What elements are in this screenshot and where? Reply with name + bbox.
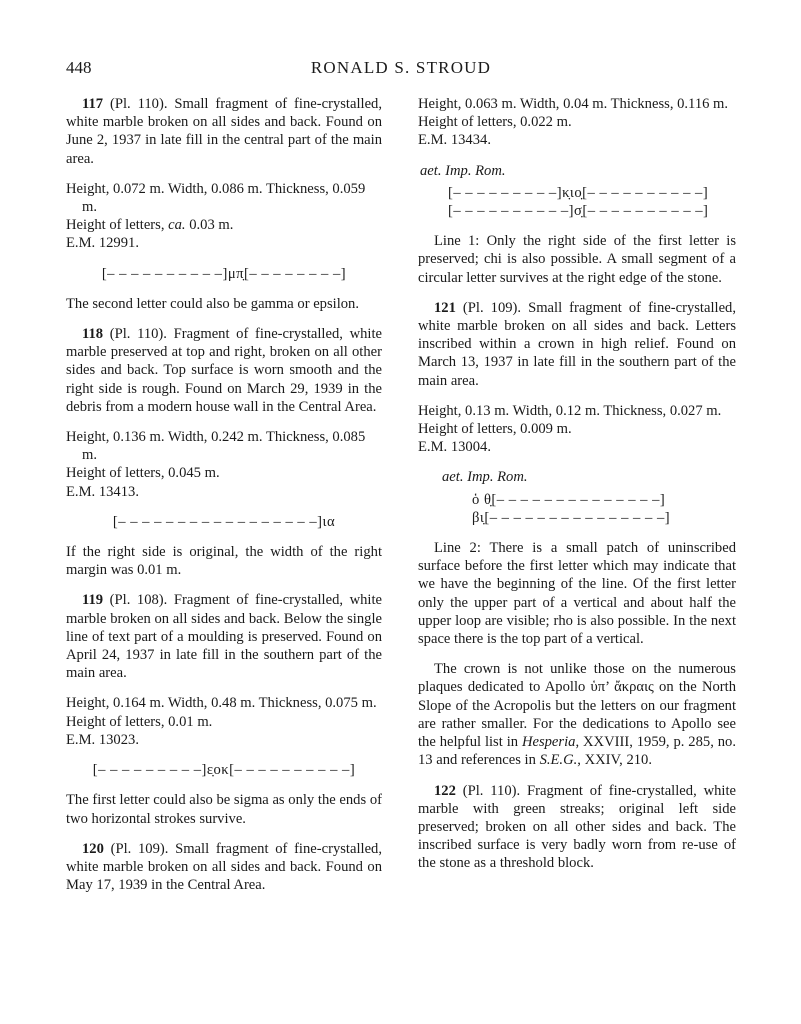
letter-height: Height of letters, ca. 0.03 m.: [66, 217, 234, 234]
inventory-number: E.M. 13413.: [66, 483, 139, 500]
dating: aet. Imp. Rom.: [442, 469, 528, 486]
inventory-number: E.M. 13023.: [66, 731, 139, 748]
page-header: [66, 58, 736, 82]
entry-121-comment-1: Line 2: There is a small patch of uninscribed surface before the first letter which may indicate that we have the beginning of the line. Of the first letter only the upper part of a vertical and about half the upper loop are visible; rho is also possible. In the next space there is the top part of a vertical.: [418, 540, 736, 648]
letter-height: Height of letters, 0.045 m.: [66, 465, 220, 482]
dimensions: Height, 0.063 m. Width, 0.04 m. Thickness, 0.116 m.: [418, 96, 729, 112]
letter-height: Height of letters, 0.01 m.: [66, 713, 213, 730]
entry-117-comment: The second letter could also be gamma or epsilon.: [66, 295, 360, 312]
letter-height: Height of letters, 0.009 m.: [418, 421, 572, 438]
entry-number: 120: [82, 840, 104, 857]
entry-number: 118: [82, 326, 104, 343]
left-column: [66, 95, 382, 894]
inscription-text: [418, 184, 736, 220]
entry-118-description: 118 (Pl. 110). Fragment of fine-crystalled, white marble preserved at top and right, broken on all other sides and back. Top surface is worn smooth and the right side is rough. Found on March 29, 1939 in the debris from a modern house wall in the Central Area.: [66, 326, 382, 415]
inventory-number: E.M. 12991.: [66, 235, 139, 252]
dimensions: Height, 0.13 m. Width, 0.12 m. Thickness, 0.027 m.: [418, 402, 722, 419]
entry-117-meta: [66, 180, 382, 253]
entry-120-comment: Line 1: Only the right side of the first letter is preserved; chi is also possible. A small segment of a circular letter survives at the right edge of the stone.: [418, 233, 736, 286]
running-head: RONALD S. STROUD: [310, 58, 492, 77]
right-column: [418, 95, 736, 873]
inscription-line-1: [– – – – – – – – –]κ̣ιο̣[– – – – – – – – – –]: [448, 184, 709, 201]
entry-118-comment: If the right side is original, the width of the right margin was 0.01 m.: [66, 544, 382, 579]
dimensions: Height, 0.164 m. Width, 0.48 m. Thickness, 0.075 m.: [66, 695, 377, 712]
entry-117-description: 117 (Pl. 110). Small fragment of fine-crystalled, white marble broken on all sides and back. Found on June 2, 1937 in late fill in the central part of the main area.: [66, 96, 382, 167]
entry-121-comment-2: The crown is not unlike those on the numerous plaques dedicated to Apollo ὑπ’ ἄκραις on the North Slope of the Acropolis but the letters on our fragment are rather smaller. For the dedications to Apollo see the helpful list in Hesperia, XXVIII, 1959, p. 285, no. 13 and references in S.E.G., XXIV, 210.: [418, 661, 736, 769]
page-number: 448: [66, 58, 92, 77]
inscription-text: [– – – – – – – – – – – – – – – – –]ια: [112, 513, 336, 530]
dimensions: Height, 0.136 m. Width, 0.242 m. Thickness, 0.085 m.: [66, 429, 366, 464]
inventory-number: E.M. 13004.: [418, 439, 491, 456]
inscription-text: [– – – – – – – – –]ε̣οκ[– – – – – – – – – –]: [92, 762, 356, 779]
letter-height: Height of letters, 0.022 m.: [418, 114, 572, 131]
inventory-number: E.M. 13434.: [418, 132, 491, 149]
inscription-line-2: βι̣[– – – – – – – – – – – – – – –]: [472, 509, 671, 526]
entry-119-meta: [66, 694, 382, 749]
inscription-line-2: [– – – – – – – – – –]σ̣[– – – – – – – – – –]: [448, 203, 709, 220]
dimensions: Height, 0.072 m. Width, 0.086 m. Thickness, 0.059 m.: [66, 180, 366, 216]
entry-number: 117: [82, 96, 104, 112]
entry-121-meta: [418, 402, 736, 457]
entry-120-description: 120 (Pl. 109). Small fragment of fine-crystalled, white marble broken on all sides and back. Found on May 17, 1939 in the Central Area.: [66, 840, 382, 894]
inscription-text: [– – – – – – – – – –]μπ̣[– – – – – – – –]: [101, 265, 347, 282]
entry-118-meta: [66, 428, 382, 501]
entry-119-comment: The first letter could also be sigma as only the ends of two horizontal strokes survive.: [66, 792, 382, 827]
entry-121-description: 121 (Pl. 109). Small fragment of fine-crystalled, white marble broken on all sides and back. Letters inscribed within a crown in high relief. Found on March 13, 1937 in late fill in the southern part of the main area.: [418, 299, 736, 389]
dating: aet. Imp. Rom.: [420, 162, 506, 179]
entry-120-meta: [418, 95, 736, 150]
inscription-line-1: ὁ θ̣[– – – – – – – – – – – – – –]: [472, 491, 666, 508]
entry-number: 121: [434, 299, 456, 316]
entry-119-description: 119 (Pl. 108). Fragment of fine-crystalled, white marble broken on all sides and back. Below the single line of text part of a moulding is preserved. Found on April 24, 1937 in late fill in the southern part of the main area.: [66, 592, 382, 682]
entry-122-description: 122 (Pl. 110). Fragment of fine-crystalled, white marble with green streaks; original left side preserved; broken on all other sides and back. The inscribed surface is very badly worn from re-use of the stone as a threshold block.: [418, 782, 736, 872]
inscription-text: [448, 491, 736, 527]
entry-number: 119: [82, 592, 104, 609]
entry-number: 122: [434, 782, 456, 799]
